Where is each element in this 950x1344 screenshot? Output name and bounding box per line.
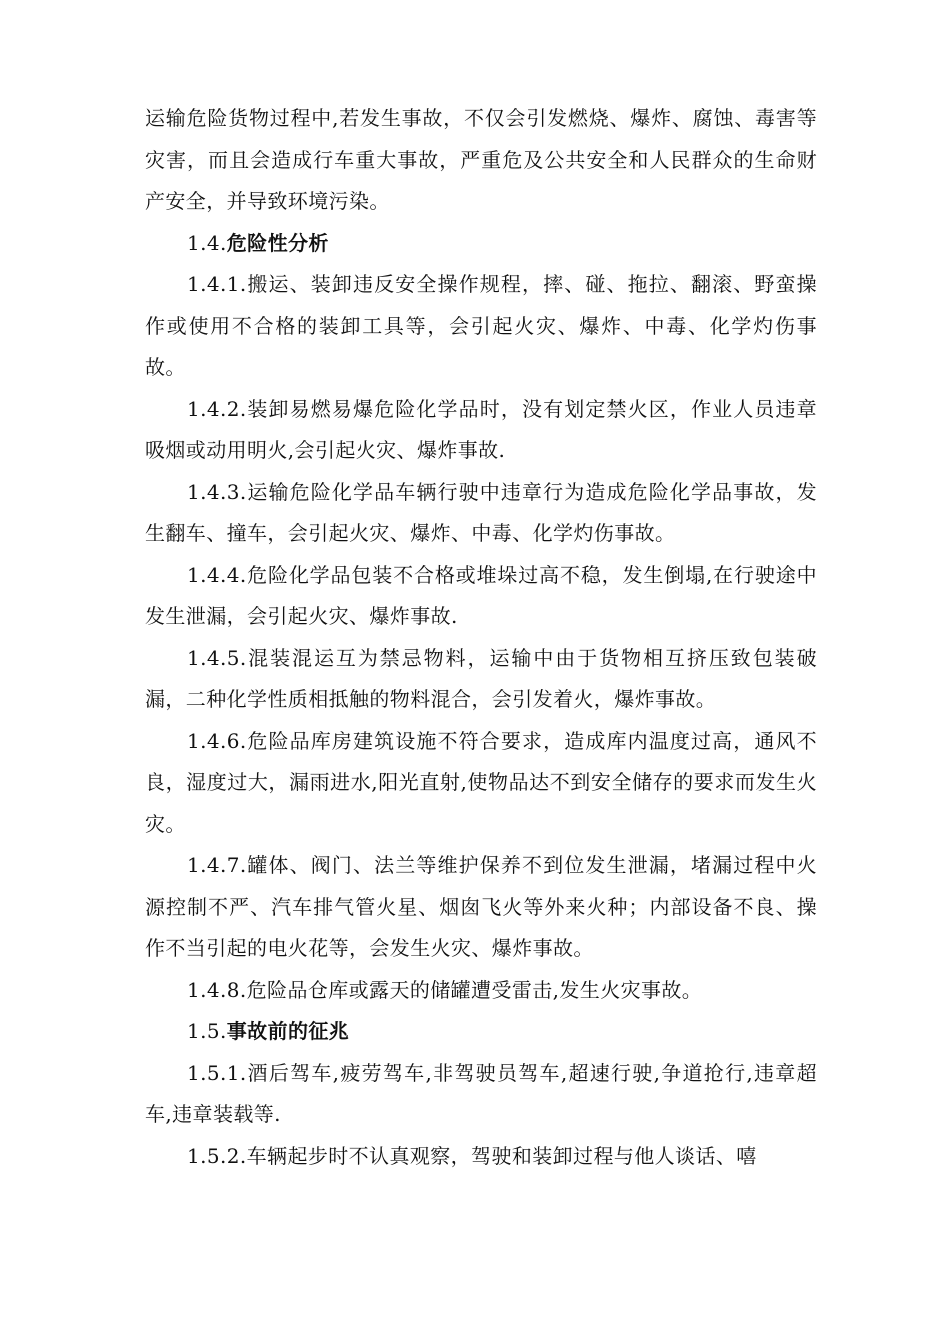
heading-number: 1.4. <box>187 230 227 255</box>
heading-title: 危险性分析 <box>226 230 329 255</box>
list-item-1-5-1: 1.5.1.酒后驾车,疲劳驾车,非驾驶员驾车,超速行驶,争道抢行,违章超车,违章装载等. <box>145 1060 817 1126</box>
heading-number: 1.5. <box>187 1019 227 1043</box>
list-item-1-4-7: 1.4.7.罐体、阀门、法兰等维护保养不到位发生泄漏，堵漏过程中火源控制不严、汽车排气管火星、烟囱飞火等外来火种；内部设备不良、操作不当引起的电火花等，会发生火灾、爆炸事故。 <box>145 853 817 960</box>
list-item-1-4-1: 1.4.1.搬运、装卸违反安全操作规程，摔、碰、拖拉、翻滚、野蛮操作或使用不合格的装卸工具等，会引起火灾、爆炸、中毒、化学灼伤事故。 <box>145 272 817 379</box>
heading-title: 事故前的征兆 <box>226 1019 350 1043</box>
document-page <box>145 98 817 1177</box>
section-heading-1-5 <box>145 1011 817 1053</box>
list-item-1-4-4: 1.4.4.危险化学品包装不合格或堆垛过高不稳，发生倒塌,在行驶途中发生泄漏，会引起火灾、爆炸事故. <box>145 562 817 628</box>
list-item-1-4-8: 1.4.8.危险品仓库或露天的储罐遭受雷击,发生火灾事故。 <box>187 977 703 1002</box>
section-heading-1-4 <box>145 223 817 265</box>
intro-paragraph: 运输危险货物过程中,若发生事故，不仅会引发燃烧、爆炸、腐蚀、毒害等灾害，而且会造成行车重大事故，严重危及公共安全和人民群众的生命财产安全，并导致环境污染。 <box>145 106 817 213</box>
list-item-1-4-3: 1.4.3.运输危险化学品车辆行驶中违章行为造成危险化学品事故，发生翻车、撞车，会引起火灾、爆炸、中毒、化学灼伤事故。 <box>145 479 817 545</box>
list-item-1-5-2: 1.5.2.车辆起步时不认真观察，驾驶和装卸过程与他人谈话、嘻 <box>187 1143 757 1168</box>
list-item-1-4-2: 1.4.2.装卸易燃易爆危险化学品时，没有划定禁火区，作业人员违章吸烟或动用明火,会引起火灾、爆炸事故. <box>145 396 817 462</box>
list-item-1-4-5: 1.4.5.混装混运互为禁忌物料，运输中由于货物相互挤压致包装破漏，二种化学性质相抵触的物料混合，会引发着火，爆炸事故。 <box>145 645 817 711</box>
list-item-1-4-6: 1.4.6.危险品库房建筑设施不符合要求，造成库内温度过高，通风不良，湿度过大，漏雨进水,阳光直射,使物品达不到安全储存的要求而发生火灾。 <box>145 728 817 836</box>
